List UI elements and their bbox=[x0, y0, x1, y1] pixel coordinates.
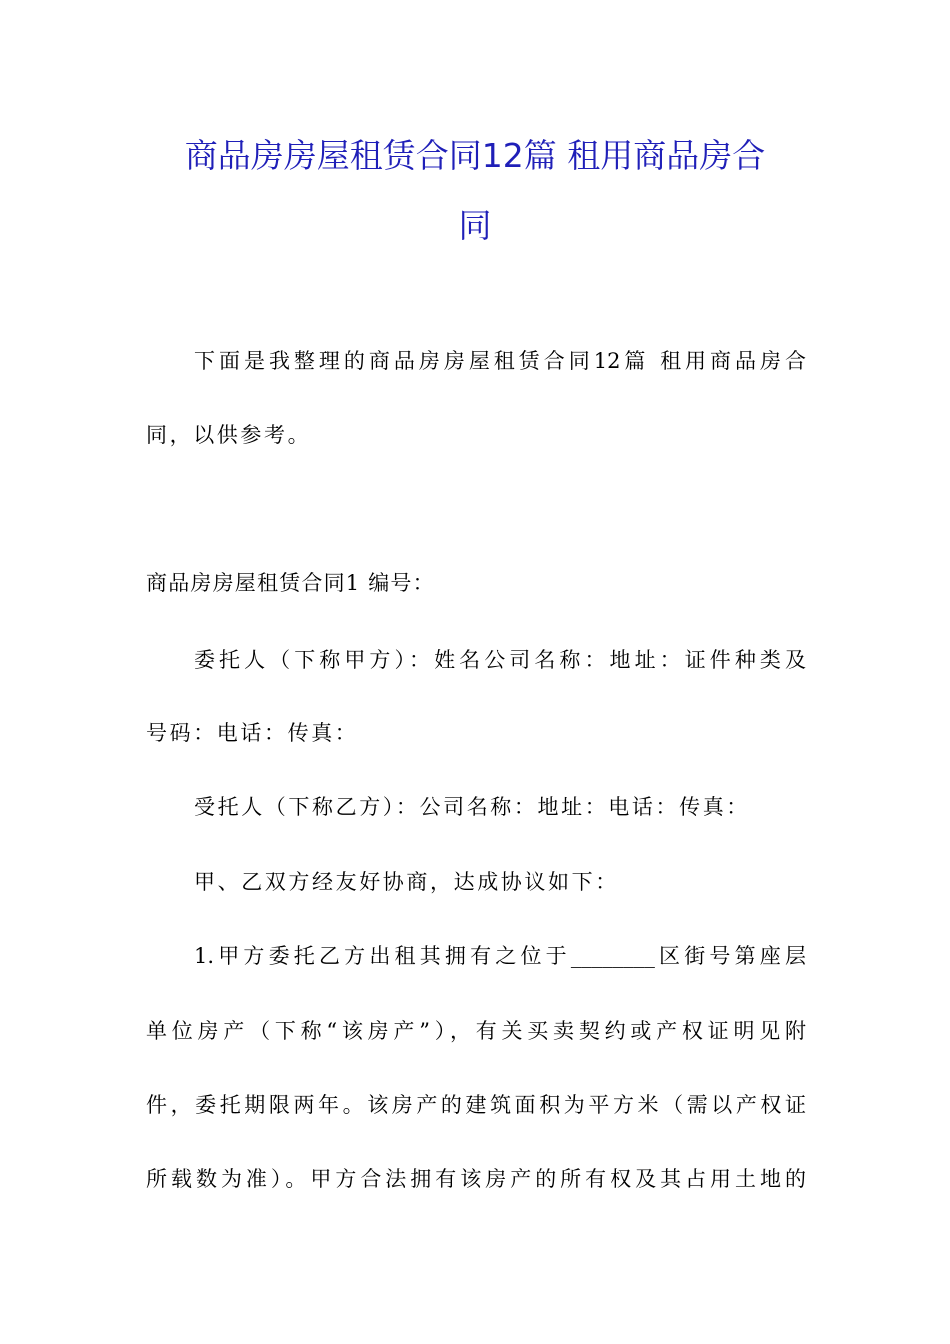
paragraph-2-line-1: 受托人（下称乙方）：公司名称：地址：电话：传真： bbox=[194, 795, 750, 819]
section-heading: 商品房房屋租赁合同1 编号： bbox=[146, 571, 435, 595]
intro-line-1: 下面是我整理的商品房房屋租赁合同12篇 租用商品房合 bbox=[194, 349, 806, 373]
document-title-line-2: 同 bbox=[458, 206, 492, 245]
paragraph-1-line-2: 号码：电话：传真： bbox=[146, 721, 359, 745]
document-title-line-1: 商品房房屋租赁合同12篇 租用商品房合 bbox=[184, 136, 766, 175]
paragraph-3-line-1: 甲、乙双方经友好协商，达成协议如下： bbox=[194, 870, 619, 894]
paragraph-1-line-1: 委托人（下称甲方）：姓名公司名称：地址：证件种类及 bbox=[194, 648, 806, 672]
paragraph-4-line-3: 件，委托期限两年。该房产的建筑面积为平方米（需以产权证 bbox=[146, 1093, 806, 1117]
intro-line-2: 同，以供参考。 bbox=[146, 423, 312, 447]
paragraph-4-line-2: 单位房产（下称“该房产”），有关买卖契约或产权证明见附 bbox=[146, 1019, 806, 1043]
paragraph-4-line-4: 所载数为准）。甲方合法拥有该房产的所有权及其占用土地的 bbox=[146, 1167, 806, 1191]
paragraph-4-line-1: 1.甲方委托乙方出租其拥有之位于________区街号第座层 bbox=[194, 944, 806, 968]
